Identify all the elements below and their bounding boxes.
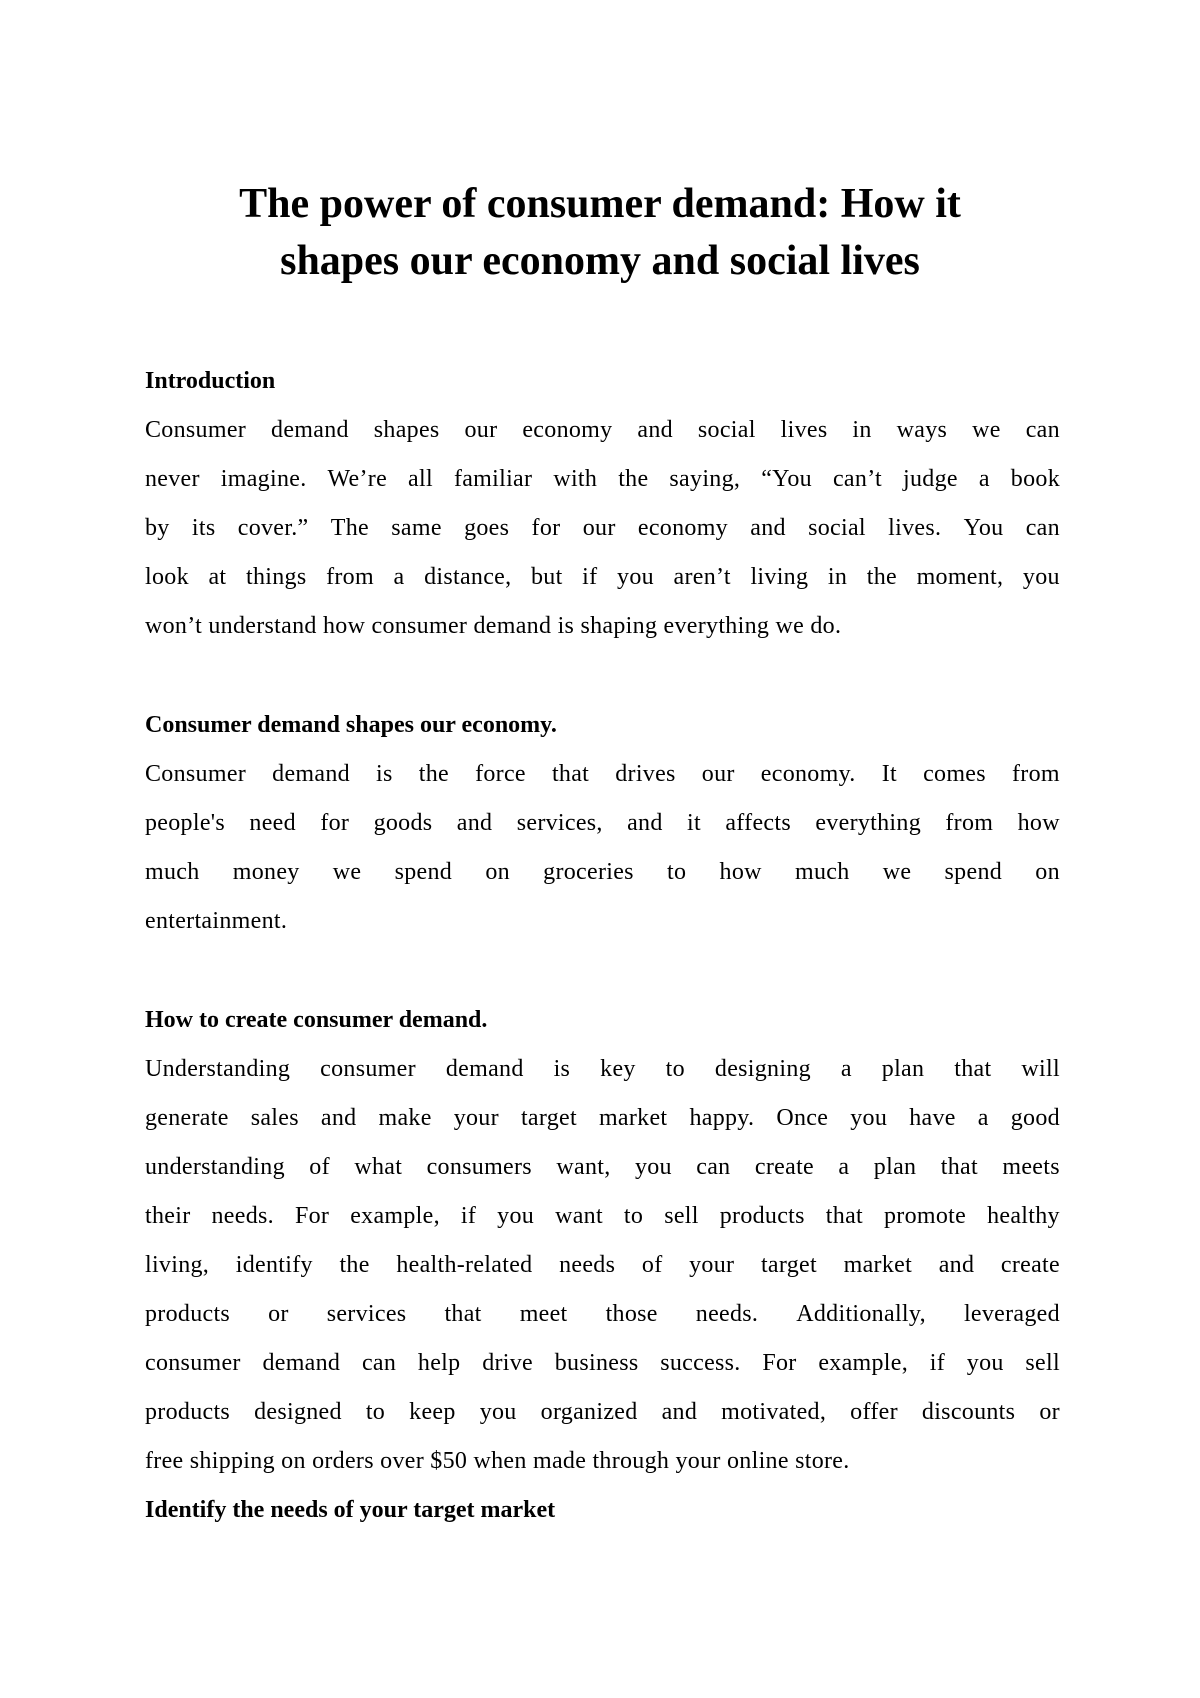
word: and [750, 515, 786, 541]
word: good [1010, 1105, 1060, 1131]
word: and [661, 1399, 698, 1425]
word: For [294, 1203, 330, 1229]
word: want, [556, 1154, 611, 1180]
word: groceries [543, 859, 634, 885]
word: familiar [453, 466, 533, 492]
word: economy. [760, 761, 856, 787]
word: by [145, 515, 170, 541]
paragraph-line [145, 848, 1060, 897]
word: its [191, 515, 216, 541]
word: can [1025, 515, 1060, 541]
word: identify [235, 1252, 313, 1278]
word: their [145, 1203, 191, 1229]
word: meet [519, 1301, 568, 1327]
word: “You [761, 466, 812, 492]
word: needs. [211, 1203, 274, 1229]
word: services [326, 1301, 407, 1327]
word: to [623, 1203, 644, 1229]
word: how [1017, 810, 1060, 836]
word: all [408, 466, 433, 492]
word: aren’t [673, 564, 731, 590]
section-heading-target-market: Identify the needs of your target market [145, 1497, 556, 1523]
word: money [232, 859, 300, 885]
word: sell [664, 1203, 699, 1229]
word: look [145, 564, 189, 590]
word: and [938, 1252, 975, 1278]
word: leveraged [963, 1301, 1060, 1327]
word: You [963, 515, 1004, 541]
word: if [460, 1203, 477, 1229]
word: want [555, 1203, 603, 1229]
paragraph-line: free shipping on orders over $50 when made through your online store. [145, 1448, 850, 1474]
word: motivated, [721, 1399, 827, 1425]
word: we [882, 859, 912, 885]
word: we [332, 859, 362, 885]
word: happy. [689, 1105, 755, 1131]
word: demand [272, 761, 350, 787]
word: target [760, 1252, 817, 1278]
word: on [485, 859, 510, 885]
word: the [339, 1252, 370, 1278]
word: imagine. [220, 466, 307, 492]
word: if [582, 564, 598, 590]
word: from [326, 564, 374, 590]
word: your [689, 1252, 735, 1278]
section-body-introduction [145, 406, 1060, 651]
word: affects [725, 810, 791, 836]
paragraph-line [145, 1290, 1060, 1339]
word: our [582, 515, 616, 541]
word: business [554, 1350, 639, 1376]
word: the [618, 466, 649, 492]
word: services, [516, 810, 603, 836]
paragraph-line [145, 1192, 1060, 1241]
paragraph-line: won’t understand how consumer demand is shaping everything we do. [145, 613, 842, 639]
paragraph-line [145, 1143, 1060, 1192]
word: promote [884, 1203, 967, 1229]
word: judge [903, 466, 958, 492]
word: drives [615, 761, 676, 787]
word: designing [714, 1056, 811, 1082]
paragraph-line [145, 1339, 1060, 1388]
section-heading-create-demand: How to create consumer demand. [145, 1007, 488, 1033]
word: that [954, 1056, 992, 1082]
word: same [391, 515, 442, 541]
word: social [808, 515, 866, 541]
word: market [843, 1252, 913, 1278]
word: economy [522, 417, 613, 443]
word: health-related [396, 1252, 533, 1278]
word: comes [923, 761, 986, 787]
word: need [249, 810, 296, 836]
word: that [940, 1154, 978, 1180]
word: with [553, 466, 598, 492]
word: you [850, 1105, 888, 1131]
word: on [1035, 859, 1060, 885]
word: plan [881, 1056, 925, 1082]
word: example, [818, 1350, 909, 1376]
word: understanding [145, 1154, 285, 1180]
word: products [145, 1301, 231, 1327]
word: for [531, 515, 561, 541]
word: sell [1025, 1350, 1060, 1376]
word: ways [896, 417, 948, 443]
word: things [245, 564, 307, 590]
word: our [464, 417, 498, 443]
word: of [641, 1252, 663, 1278]
word: we [972, 417, 1001, 443]
paragraph-line [145, 799, 1060, 848]
word: to [365, 1399, 386, 1425]
word: what [354, 1154, 403, 1180]
word: and [320, 1105, 357, 1131]
word: if [929, 1350, 946, 1376]
word: healthy [987, 1203, 1060, 1229]
word: a [840, 1056, 852, 1082]
word: those [605, 1301, 658, 1327]
word: a [978, 466, 990, 492]
section-heading-introduction: Introduction [145, 368, 276, 394]
word: from [1011, 761, 1060, 787]
word: help [417, 1350, 461, 1376]
word: social [697, 417, 756, 443]
paragraph-line: entertainment. [145, 908, 288, 934]
title-line-2: shapes our economy and social lives [280, 238, 920, 284]
word: can’t [832, 466, 883, 492]
word: create [754, 1154, 814, 1180]
word: a [393, 564, 405, 590]
word: distance, [424, 564, 512, 590]
word: that [551, 761, 590, 787]
word: to [667, 859, 687, 885]
paragraph-line [145, 1388, 1060, 1437]
section-heading-economy: Consumer demand shapes our economy. [145, 712, 557, 738]
word: create [1000, 1252, 1060, 1278]
word: that [444, 1301, 482, 1327]
word: a [977, 1105, 989, 1131]
word: Once [776, 1105, 829, 1131]
document-title [120, 176, 1080, 290]
word: will [1021, 1056, 1060, 1082]
word: you [1022, 564, 1060, 590]
word: success. [660, 1350, 741, 1376]
word: demand [262, 1350, 341, 1376]
title-line-1: The power of consumer demand: How it [239, 181, 961, 227]
paragraph-line [145, 504, 1060, 553]
section-body-create-demand [145, 1045, 1060, 1486]
word: spend [394, 859, 453, 885]
word: keep [409, 1399, 456, 1425]
word: market [598, 1105, 668, 1131]
word: products [145, 1399, 231, 1425]
word: of [309, 1154, 330, 1180]
paragraph-line [145, 553, 1060, 602]
word: consumer [320, 1056, 416, 1082]
word: consumer [145, 1350, 241, 1376]
word: can [361, 1350, 397, 1376]
word: is [553, 1056, 571, 1082]
word: a [838, 1154, 850, 1180]
word: at [208, 564, 227, 590]
word: and [627, 810, 663, 836]
word: designed [254, 1399, 342, 1425]
word: offer [850, 1399, 898, 1425]
word: moment, [916, 564, 1004, 590]
word: example, [350, 1203, 440, 1229]
word: force [475, 761, 526, 787]
paragraph-line [145, 406, 1060, 455]
paragraph-line [145, 1241, 1060, 1290]
word: everything [815, 810, 921, 836]
word: people's [145, 810, 226, 836]
word: Consumer [145, 417, 247, 443]
word: in [827, 564, 848, 590]
word: generate [145, 1105, 229, 1131]
word: living [750, 564, 809, 590]
paragraph-line [145, 455, 1060, 504]
word: meets [1002, 1154, 1060, 1180]
word: can [696, 1154, 731, 1180]
word: much [145, 859, 200, 885]
section-body-economy [145, 750, 1060, 946]
word: you [497, 1203, 535, 1229]
word: It [881, 761, 897, 787]
word: goods [373, 810, 433, 836]
word: and [456, 810, 493, 836]
word: shapes [373, 417, 440, 443]
word: but [531, 564, 563, 590]
word: target [520, 1105, 577, 1131]
word: lives. [888, 515, 942, 541]
word: it [687, 810, 701, 836]
word: or [1039, 1399, 1060, 1425]
word: and [637, 417, 673, 443]
word: The [330, 515, 369, 541]
word: economy [637, 515, 728, 541]
word: Understanding [145, 1056, 291, 1082]
paragraph-line [145, 1045, 1060, 1094]
word: drive [482, 1350, 533, 1376]
word: make [378, 1105, 432, 1131]
word: much [794, 859, 850, 885]
word: We’re [327, 466, 388, 492]
word: for [320, 810, 350, 836]
word: plan [873, 1154, 917, 1180]
word: you [617, 564, 654, 590]
word: sales [250, 1105, 299, 1131]
word: demand [445, 1056, 524, 1082]
paragraph-line [145, 1094, 1060, 1143]
word: lives [780, 417, 828, 443]
word: goes [464, 515, 510, 541]
word: Additionally, [796, 1301, 926, 1327]
word: key [600, 1056, 636, 1082]
word: that [825, 1203, 863, 1229]
word: discounts [921, 1399, 1016, 1425]
word: you [634, 1154, 672, 1180]
word: Consumer [145, 761, 247, 787]
word: you [479, 1399, 517, 1425]
word: or [268, 1301, 289, 1327]
word: needs. [695, 1301, 759, 1327]
word: is [376, 761, 393, 787]
word: your [453, 1105, 499, 1131]
paragraph-line [145, 750, 1060, 799]
word: organized [540, 1399, 638, 1425]
word: cover.” [237, 515, 309, 541]
word: the [866, 564, 897, 590]
word: from [945, 810, 994, 836]
word: in [852, 417, 872, 443]
word: demand [271, 417, 349, 443]
word: products [719, 1203, 805, 1229]
word: can [1025, 417, 1060, 443]
word: you [966, 1350, 1004, 1376]
word: For [762, 1350, 797, 1376]
word: saying, [669, 466, 741, 492]
word: how [719, 859, 762, 885]
word: never [145, 466, 200, 492]
word: our [701, 761, 735, 787]
word: consumers [426, 1154, 532, 1180]
word: spend [944, 859, 1003, 885]
word: the [418, 761, 449, 787]
word: book [1010, 466, 1060, 492]
word: needs [559, 1252, 616, 1278]
word: to [665, 1056, 685, 1082]
word: living, [145, 1252, 210, 1278]
word: have [909, 1105, 956, 1131]
